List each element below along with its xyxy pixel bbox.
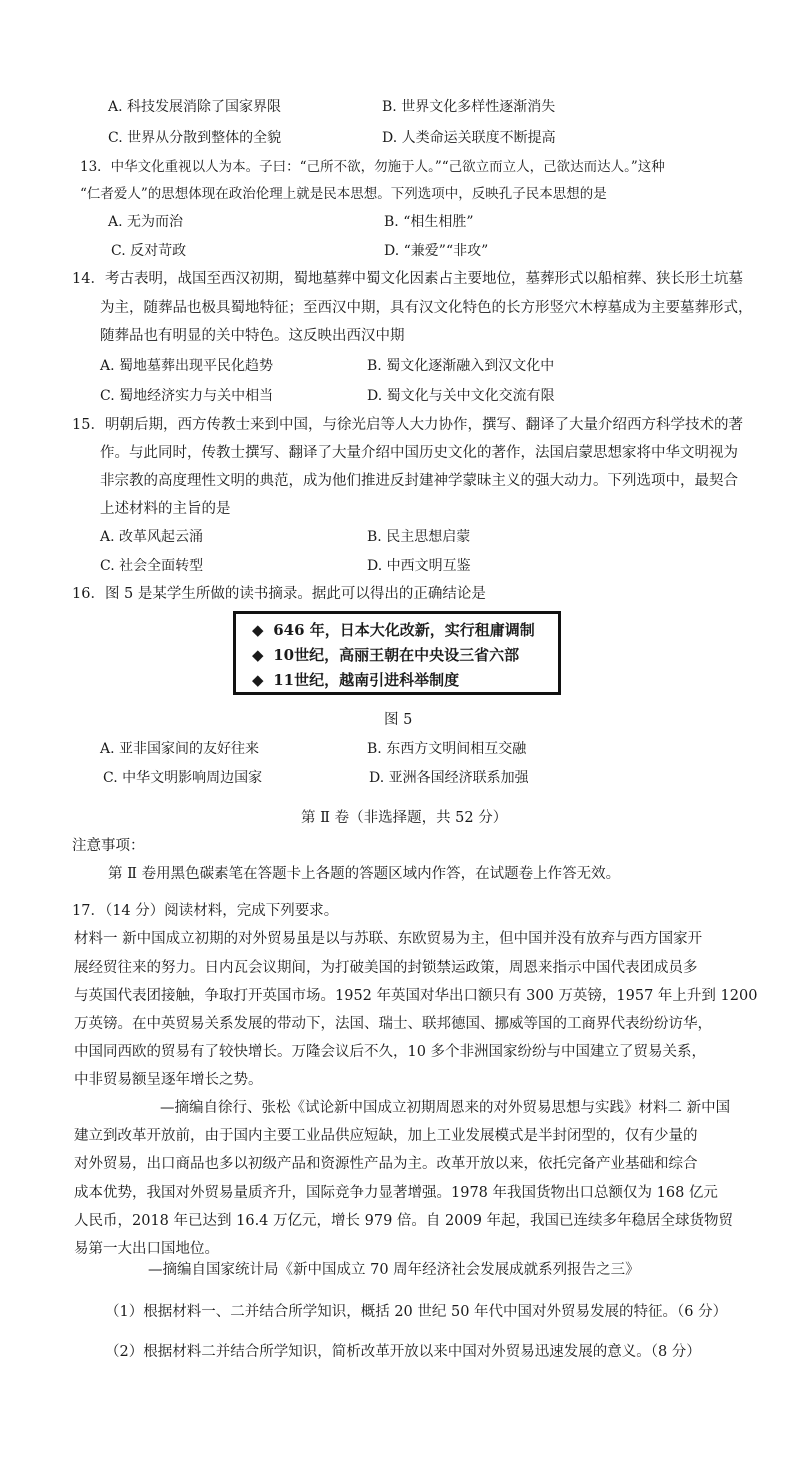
q16-stem: 16．图 5 是某学生所做的读书摘录。据此可以得出的正确结论是 xyxy=(72,586,486,602)
q15-stem-line-4: 上述材料的主旨的是 xyxy=(100,501,231,517)
figure-5-line-1: ◆ 646 年，日本大化改新，实行租庸调制 xyxy=(252,618,558,643)
bullet-diamond-icon: ◆ xyxy=(252,671,264,689)
q12-option-c: C. 世界从分散到整体的全貌 xyxy=(108,130,282,146)
material2-line-4: 人民币，2018 年已达到 16.4 万亿元，增长 979 倍。自 2009 年起，我国已连续多年稳居全球货物贸 xyxy=(74,1213,734,1229)
material1-line-2: 展经贸往来的努力。日内瓦会议期间，为打破美国的封锁禁运政策，周恩来指示中国代表团成员多 xyxy=(74,960,698,976)
q14-stem-line-1: 14．考古表明，战国至西汉初期，蜀地墓葬中蜀文化因素占主要地位，墓葬形式以船棺葬、狭长形土坑墓 xyxy=(72,271,743,287)
q14-option-a: A. 蜀地墓葬出现平民化趋势 xyxy=(100,358,274,374)
material2-line-3: 成本优势，我国对外贸易量质齐升，国际竞争力显著增强。1978 年我国货物出口总额仅为 168 亿元 xyxy=(74,1185,718,1201)
q13-stem-line-1: 13．中华文化重视以人为本。子曰：“己所不欲，勿施于人。”“己欲立而立人，己欲达而达人。”这种 xyxy=(80,159,665,175)
q16-option-a: A. 亚非国家间的友好往来 xyxy=(100,741,260,757)
notice-text: 第 Ⅱ 卷用黑色碳素笔在答题卡上各题的答题区域内作答，在试题卷上作答无效。 xyxy=(108,866,621,882)
q12-option-b: B. 世界文化多样性逐渐消失 xyxy=(382,99,556,115)
q13-option-c: C. 反对苛政 xyxy=(111,243,187,259)
q13-option-b: B. “相生相胜” xyxy=(384,214,474,230)
material2-line-5: 易第一大出口国地位。 xyxy=(74,1241,219,1257)
q17-sub-question-2: （2）根据材料二并结合所学知识，简析改革开放以来中国对外贸易迅速发展的意义。（8 分） xyxy=(105,1344,701,1360)
material1-line-6: 中非贸易额呈逐年增长之势。 xyxy=(74,1072,263,1088)
material2-line-2: 对外贸易，出口商品也多以初级产品和资源性产品为主。改革开放以来，依托完备产业基础和综合 xyxy=(74,1156,698,1172)
material1-source: —摘编自徐行、张松《试论新中国成立初期周恩来的对外贸易思想与实践》材料二 新中国 xyxy=(160,1100,731,1116)
q14-stem-line-3: 随葬品也有明显的关中特色。这反映出西汉中期 xyxy=(100,328,405,344)
q15-option-d: D. 中西文明互鉴 xyxy=(367,558,471,574)
q17-stem: 17．（14 分）阅读材料，完成下列要求。 xyxy=(72,903,339,919)
q16-option-d: D. 亚洲各国经济联系加强 xyxy=(369,770,529,786)
figure-5-line-3: ◆ 11世纪，越南引进科举制度 xyxy=(252,668,558,693)
q17-sub-question-1: （1）根据材料一、二并结合所学知识，概括 20 世纪 50 年代中国对外贸易发展的特征。（6 分） xyxy=(105,1304,728,1320)
figure-5-box xyxy=(233,611,561,695)
material1-line-5: 中国同西欧的贸易有了较快增长。万隆会议后不久，10 多个非洲国家纷纷与中国建立了贸易关系， xyxy=(74,1044,707,1060)
q13-option-a: A. 无为而治 xyxy=(108,214,184,230)
q12-option-a: A. 科技发展消除了国家界限 xyxy=(108,99,282,115)
notice-label: 注意事项： xyxy=(72,838,145,854)
q15-option-a: A. 改革风起云涌 xyxy=(100,529,204,545)
bullet-diamond-icon: ◆ xyxy=(252,646,264,664)
q15-stem-line-1: 15．明朝后期，西方传教士来到中国，与徐光启等人大力协作，撰写、翻译了大量介绍西方科学技术的著 xyxy=(72,417,743,433)
bullet-diamond-icon: ◆ xyxy=(252,621,264,639)
q14-option-b: B. 蜀文化逐渐融入到汉文化中 xyxy=(367,358,555,374)
q14-option-d: D. 蜀文化与关中文化交流有限 xyxy=(367,388,555,404)
material1-line-3: 与英国代表团接触，争取打开英国市场。1952 年英国对华出口额只有 300 万英镑，1957 年上升到 1200 xyxy=(74,988,758,1004)
q16-option-c: C. 中华文明影响周边国家 xyxy=(103,770,263,786)
material2-line-1: 建立到改革开放前，由于国内主要工业品供应短缺，加上工业发展模式是半封闭型的，仅有少量的 xyxy=(74,1128,698,1144)
q15-stem-line-3: 非宗教的高度理性文明的典范，成为他们推进反封建神学蒙昧主义的强大动力。下列选项中，最契合 xyxy=(100,473,738,489)
material1-line-4: 万英镑。在中英贸易关系发展的带动下，法国、瑞士、联邦德国、挪威等国的工商界代表纷纷访华， xyxy=(74,1016,712,1032)
q15-option-b: B. 民主思想启蒙 xyxy=(367,529,471,545)
q13-stem-line-2: “仁者爱人”的思想体现在政治伦理上就是民本思想。下列选项中，反映孔子民本思想的是 xyxy=(80,186,607,202)
q14-option-c: C. 蜀地经济实力与关中相当 xyxy=(100,388,274,404)
q15-option-c: C. 社会全面转型 xyxy=(100,558,204,574)
material2-source: —摘编自国家统计局《新中国成立 70 周年经济社会发展成就系列报告之三》 xyxy=(148,1262,640,1278)
figure-5-line-2: ◆ 10世纪，高丽王朝在中央设三省六部 xyxy=(252,643,558,668)
q12-option-d: D. 人类命运关联度不断提高 xyxy=(382,130,556,146)
q15-stem-line-2: 作。与此同时，传教士撰写、翻译了大量介绍中国历史文化的著作，法国启蒙思想家将中华文明视为 xyxy=(100,445,738,461)
figure-5-caption: 图 5 xyxy=(384,712,413,728)
q16-option-b: B. 东西方文明间相互交融 xyxy=(367,741,527,757)
part2-title: 第 Ⅱ 卷（非选择题，共 52 分） xyxy=(301,810,508,826)
q13-option-d: D. “兼爱”“非攻” xyxy=(384,243,489,259)
material1-line-1: 材料一 新中国成立初期的对外贸易虽是以与苏联、东欧贸易为主，但中国并没有放弃与西方国家开 xyxy=(74,931,703,947)
q14-stem-line-2: 为主，随葬品也极具蜀地特征；至西汉中期，具有汉文化特色的长方形竖穴木椁墓成为主要墓葬形式， xyxy=(100,300,753,316)
